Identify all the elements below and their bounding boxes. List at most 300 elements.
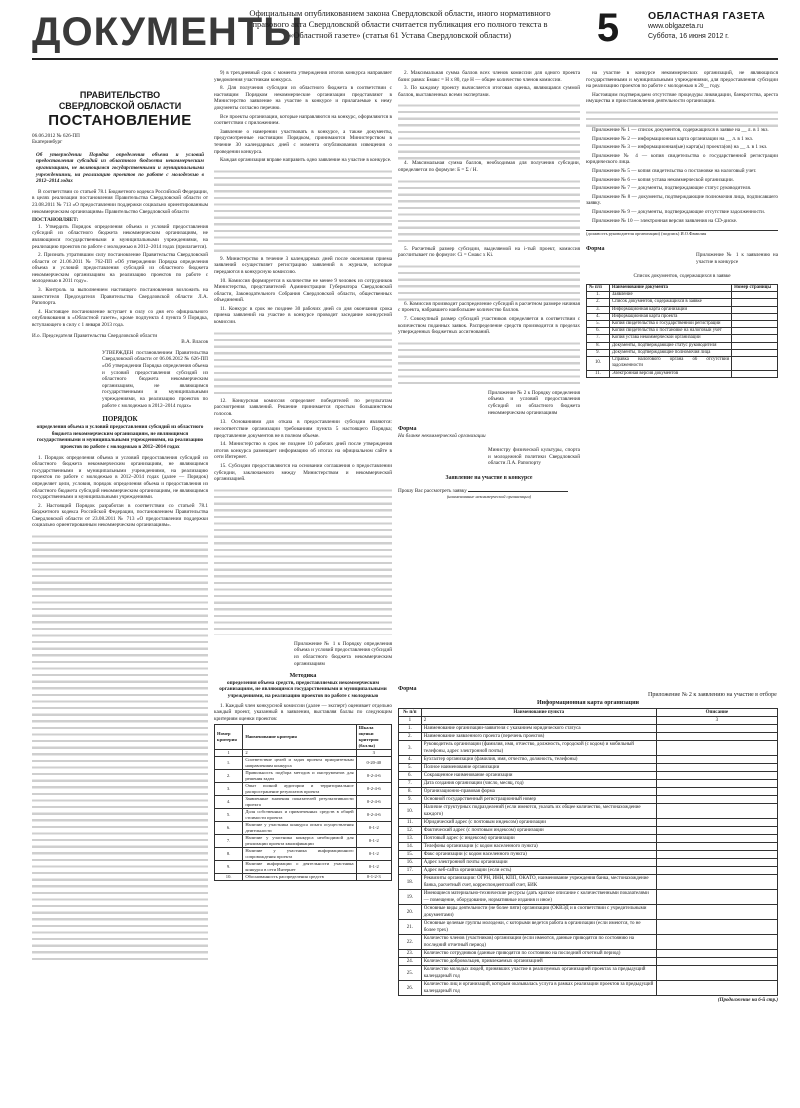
table-row [399,764,778,772]
table-cell [732,292,778,299]
table-cell: Справка налогового органа об отсутствии задолженности [609,357,731,370]
table-cell: 21. [399,920,422,935]
doc-city: Екатеринбург [32,139,63,146]
table-row [587,357,778,370]
table-cell: Соответствие целей и задач проекта приоритетным направлениям конкурса [243,757,356,770]
table-cell: 3. [587,306,610,313]
table-cell: 0-1-2 [356,848,391,861]
table-cell [732,342,778,349]
table-cell: Опыт полной аудитории и территориальное распространение результатов проекта [243,783,356,796]
table-cell [656,950,777,958]
table-row [587,292,778,299]
attachment-item: Приложение № 8 — документы, подтверждающие полномочия лица, подписавшего заявку. [586,193,778,207]
table-row [399,867,778,875]
table-cell: 3. [215,783,243,796]
table-cell: 8. [215,848,243,861]
table-cell [656,935,777,950]
page-number: 5 [596,6,620,50]
table-cell: Количество сотрудников (данные приводятся по состоянию на последний отчетный период) [421,950,656,958]
table-row [587,335,778,342]
table-row [399,920,778,935]
table-cell: Информационная карта организации [609,306,731,313]
table-header: № п/п [399,709,422,717]
table-cell [656,981,777,996]
doc-number: 06.06.2012 № 626-ПП [32,132,80,139]
paragraph: В соответствии со статьей 78.1 Бюджетного кодекса Российской Федерации, в целях реализации постановления Правительства Свердловской области от 23.08.2011 № 713 «О предоставлении поддержки социально ориентированным некоммерческим организациям» Правительство Свердловской области [32,188,208,215]
gov-line-1: ПРАВИТЕЛЬСТВО [79,90,161,100]
table-row [215,750,392,757]
table-cell: 8. [587,342,610,349]
table-cell [732,299,778,306]
paragraph: 3. По каждому проекту вычисляется итоговая оценка, являющаяся суммой баллов, выставленных всеми экспертами. [398,85,580,98]
table-row [399,851,778,859]
table-row [587,299,778,306]
table-cell: 25. [399,966,422,981]
table-header: Шкала оценки критерия (баллы) [356,725,391,750]
table-row [399,859,778,867]
paragraph: 7. Совокупный размер субсидий участников определяется в соответствии с количеством поданных заявок. Распределение средств производится в пределах утвержденных бюджетных ассигнований. [398,315,580,336]
table-cell: 9. [587,349,610,356]
table-cell: 1 [215,750,243,757]
table-cell: Количество молодых людей, принявших участие в реализуемых организацией проектах за предыдущий календарный год [421,966,656,981]
table-cell: Количество лиц и организаций, которым оказывалась услуга в рамках реализации проектов за предыдущий календарный год [421,981,656,996]
table-cell: 0-20-40 [356,757,391,770]
table-row [399,819,778,827]
column-4 [586,70,778,378]
table-cell: 1. [215,757,243,770]
table-cell: Юридический адрес (с почтовым индексом) организации [421,819,656,827]
table-cell: Наличие информации о деятельности участника конкурса в сети Интернет [243,861,356,874]
paragraph: 2. Максимальная сумма баллов всех членов комиссии для одного проекта базис равна: Бмакс = Н х 80, где Н — общее количество членов комиссии. [398,70,580,83]
table-cell: 0-2-4-6 [356,796,391,809]
table-cell: Копия свидетельства о постановке на налоговый учет [609,328,731,335]
text-block-placeholder [586,107,778,127]
table-row [215,809,392,822]
table-cell: 20. [399,905,422,920]
column-1 [32,70,208,961]
table-cell: 4. [215,796,243,809]
paragraph: 2. Признать утратившим силу постановление Правительства Свердловской области от 21.06.2011 № 762-ПП «Об утверждении Порядка определения объема и условий предоставления субсидий из областного бюджета некоммерческим организациям на реализацию проектов по работе с молодежью в 2011 году». [32,252,208,285]
form-label: Форма [398,426,417,433]
paragraph: 2. Настоящий Порядок разработан в соответствии со статьей 78.1 Бюджетного кодекса Российской Федерации, постановлением Правительства Свердловской области от 23.08.2011 № 713 «О предоставлении поддержки социально ориентированным некоммерческим организациям». [32,502,208,529]
table-cell: 10. [587,357,610,370]
table-cell [656,905,777,920]
table-cell: Информационная карта проекта [609,313,731,320]
table-cell [656,966,777,981]
addressee: Министру физической культуры, спорта и молодежной политики Свердловской области Л.А. Рапопорту [488,447,580,467]
table-cell [656,851,777,859]
doc-subject: Об утверждении Порядка определения объема и условий предоставления субсидий из областного бюджета некоммерческим организациям, не являющимся государственными и муниципальными учреждениями, на реализацию проектов по работе с молодежью в 2012–2014 годах [36,151,204,185]
table-row [587,342,778,349]
form-label: Форма [398,686,417,692]
table-cell: Заявление [609,292,731,299]
table-cell [656,764,777,772]
table-header: Описание [656,709,777,717]
table-cell: Основной государственный регистрационный номер [421,796,656,804]
table-cell: 22. [399,935,422,950]
table-row [587,370,778,377]
table-cell: 2 [421,717,656,725]
table-cell [656,958,777,966]
table-row [399,966,778,981]
table-cell: 2. [399,733,422,741]
table-cell: 15. [399,851,422,859]
documents-table [586,284,778,378]
continued-note: (Продолжение на 6-й стр.) [717,998,778,1003]
table-cell: Правильность подбора методов и инструментов для решения задач [243,770,356,783]
table-cell: 1 [399,717,422,725]
table-cell: Имеющиеся материально-технические ресурсы (дать краткое описание с количественными показателями — помещение, оборудование, нормативные издания и иное) [421,890,656,905]
table-row [399,772,778,780]
table-cell: 11. [399,819,422,827]
table-row [399,843,778,851]
attachment-item: Приложение № 6 — копия устава некоммерческой организации. [592,176,734,183]
attachment-item: Приложение № 7 — документы, подтверждающие статус руководителя. [592,185,752,192]
paragraph: 4. Максимальная сумма баллов, необходимая для получения субсидии, определяется по формуле: Б = Σ / Н. [398,160,580,173]
table-cell [656,796,777,804]
paragraph: Заявление о намерении участвовать в конкурсе, а также документы, предусмотренные настоящим Порядком, принимаются Министерством в течение 30 календарных дней с момента опубликования извещения о проведении конкурса. [214,128,392,155]
application-title: Заявление на участие в конкурсе [445,475,533,482]
approval-stamp: УТВЕРЖДЕН постановлением Правительства Свердловской области от 06.06.2012 № 626-ПП «Об утверждении Порядка определения объема и условий предоставления субсидий из областного бюджета некоммерческим организациям, не являющимся государственными и муниципальными учреждениями, на реализацию проектов по работе с молодежью в 2012–2014 годах» [102,349,208,409]
table-cell [656,843,777,851]
column-2 [214,70,392,881]
table-cell: 19. [399,890,422,905]
paragraph: 9) в трехдневный срок с момента утверждения итогов конкурса направляет уведомления участникам конкурса. [214,70,392,83]
attachment-item: Приложение № 10 — электронная версия заявления на CD-диске. [592,217,738,224]
table-cell: Сокращенное наименование организации [421,772,656,780]
table-cell [732,335,778,342]
table-cell: 6. [587,328,610,335]
column-3 [398,70,580,501]
table-row [399,875,778,890]
method-title: Методика [289,673,317,680]
table-cell: 16. [399,859,422,867]
method-subtitle: определения объема средств, предоставляемых некоммерческим организациям, не являющимся государственными и муниципальными учреждениями, на реализацию проектов по работе с молодежью [219,679,387,699]
table-cell [656,780,777,788]
info-card-title: Информационная карта организации [536,700,640,706]
newspaper-website[interactable]: www.oblgazeta.ru [648,23,704,30]
table-cell: 0-2-4-6 [356,809,391,822]
table-cell: 4. [587,313,610,320]
table-cell: 1. [399,725,422,733]
table-cell [656,920,777,935]
table-cell: Наименование заявленного проекта (перечень проектов) [421,733,656,741]
table-header: № п/п [587,285,610,292]
table-row [215,757,392,770]
criteria-table [214,724,392,881]
table-row [399,780,778,788]
table-row [399,950,778,958]
table-cell [656,835,777,843]
table-cell: 0-1-2 [356,822,391,835]
table-cell: 12. [399,827,422,835]
table-cell: 24. [399,958,422,966]
table-cell: Адрес электронной почты организации [421,859,656,867]
table-cell: 26. [399,981,422,996]
attachment-item: Приложение № 2 — информационная карта организации на __ л. в 1 экз. [592,135,754,142]
attachment-list [586,127,778,224]
table-cell [732,313,778,320]
table-row [215,796,392,809]
table-cell: 0-2-4-6 [356,783,391,796]
signer-title: И.о. Председателя Правительства Свердловской области [32,332,158,339]
table-cell [732,306,778,313]
table-cell: Наименование организации-заявителя с указанием юридического статуса [421,725,656,733]
table-cell: 1. [587,292,610,299]
table-row [399,804,778,819]
table-cell: Основные виды деятельности (не более пяти) организации (ОКВЭД и в соответствии с учредительными документами) [421,905,656,920]
text-block-placeholder [398,100,580,160]
table-header: Номер страницы [732,285,778,292]
table-cell: 2. [215,770,243,783]
gov-heading [32,90,208,112]
publication-notice: Официальным опубликованием закона Свердловской области, иного нормативного правового акта Свердловской области считается публикация его полного текста в «Областной газете» (статья 61 Устава Свердловской области) [249,8,551,40]
table-cell: 18. [399,875,422,890]
table-cell: Факс организации (с кодом населенного пункта) [421,851,656,859]
table-row [399,796,778,804]
issue-date: Суббота, 16 июня 2012 г. [648,33,729,40]
table-row [399,981,778,996]
table-cell: 5. [215,809,243,822]
ask-label: Прошу Вас рассмотреть заявку [398,487,467,494]
table-cell: Доля собственных и привлеченных средств в общей стоимости проекта [243,809,356,822]
field-note: (наименование некоммерческой организации) [446,494,532,500]
table-row [215,861,392,874]
table-row [587,321,778,328]
text-block-placeholder [214,166,392,256]
table-cell [656,867,777,875]
paragraph: Настоящим подтверждаем отсутствие процедуры ликвидации, банкротства, ареста имущества и приостановления деятельности организации. [586,91,778,105]
table-cell: 13. [399,835,422,843]
table-cell: Основные целевые группы молодежи, с которыми ведется работа в организации (если имеются, то не более трех) [421,920,656,935]
table-row [587,313,778,320]
paragraph: 1. Каждый член конкурсной комиссии (далее — эксперт) оценивает отдельно каждый проект, указанный в заявлении, выставляя баллы по следующим критериям оценки проектов: [214,702,392,722]
table-row [399,890,778,905]
table-row [399,935,778,950]
table-cell: 10. [215,874,243,881]
text-block-placeholder [398,338,580,384]
table-cell: 9. [399,796,422,804]
table-row [399,717,778,725]
signer-name: В.А. Власов [181,339,208,346]
decree-word: ПОСТАНОВЛЯЕТ: [32,217,79,224]
section-title: ПОРЯДОК [102,415,138,424]
doc-list-title: Список документов, содержащихся в заявке [633,273,731,280]
table-cell: Копия устава некоммерческой организации [609,335,731,342]
table-row [399,725,778,733]
table-cell [656,772,777,780]
table-cell: 7. [587,335,610,342]
application-line [398,486,580,495]
table-cell: 23. [399,950,422,958]
table-row [587,328,778,335]
signature-line: (должность руководителя организации) (подпись) И.О.Фамилия [586,230,778,238]
table-cell [656,788,777,796]
table-cell: 14. [399,843,422,851]
table-cell [732,370,778,377]
table-cell: 9. [215,861,243,874]
info-card-section [398,686,778,1003]
table-cell: 6. [399,772,422,780]
paragraph: 9. Министерство в течение 3 календарных дней после окончания приема заявлений осуществляет регистрацию заявлений в журнале, которые передаются в конкурсную комиссию. [214,255,392,275]
table-cell [732,321,778,328]
annex-reference: Приложение № 1 к Порядку определения объема и условий предоставления субсидий из областного бюджета некоммерческим организациям [294,640,392,667]
form-label: Форма [586,245,605,252]
table-cell: Почтовый адрес (с индексом) организации [421,835,656,843]
table-cell: 8. [399,788,422,796]
attachment-item: Приложение № 3 — информационная(ые) карта(ы) проекта(ов) на __ л. в 1 экз. [592,144,768,151]
paragraph: 13. Основаниями для отказа в предоставлении субсидии являются: несоответствие организации требованиям пункта 5 настоящего Порядка; представление документов не в полном объеме. [214,419,392,439]
paragraph: 1. Утвердить Порядок определения объема и условий предоставления субсидий из областного бюджета некоммерческим организациям, не являющимся государственными и муниципальными учреждениями, на реализацию проектов по работе с молодежью в 2012–2014 годах (прилагается). [32,223,208,250]
table-cell [656,741,777,756]
annex-reference: Приложение № 2 к заявлению на участие в отборе [648,692,777,698]
text-block-placeholder [398,261,580,301]
table-cell: Бухгалтер организации (фамилия, имя, отчество, должность, телефоны) [421,756,656,764]
text-block-placeholder [214,485,392,635]
paragraph: 6. Комиссия производит распределение субсидий в расчетном размере начиная с проекта, набравшего наибольшее количество баллов. [398,300,580,314]
form-subtitle: На бланке некоммерческой организации [398,432,486,439]
table-cell [656,827,777,835]
signature-block [32,333,208,346]
table-cell: 0-2-4-6 [356,770,391,783]
table-cell [732,328,778,335]
table-row [587,306,778,313]
attachment-item: Приложение № 1 — список документов, содержащихся в заявке на __ л. в 1 экз. [592,126,769,133]
paragraph: 8. Для получения субсидии из областного бюджета в соответствии с настоящим Порядком некоммерческие организации представляют в Министерство заявление на участие в конкурсе и прилагаемые к нему документы согласно перечню. [214,85,392,111]
table-cell: Наличие у участника конкурса необходимой для реализации проекта квалификации [243,835,356,848]
table-cell [656,804,777,819]
table-cell: Полное наименование организации [421,764,656,772]
table-cell: Фактический адрес (с почтовым индексом) организации [421,827,656,835]
table-cell: 3. [399,741,422,756]
table-header: Номер критерия [215,725,243,750]
table-cell [656,725,777,733]
table-cell: Наличие у участника информационного сопровождения проекта [243,848,356,861]
table-cell [656,859,777,867]
section-title: ДОКУМЕНТЫ [32,10,304,54]
table-cell: 0-1-2 [356,861,391,874]
text-block-placeholder [398,176,580,246]
table-cell: 2. [587,299,610,306]
table-header: Наименование документа [609,285,731,292]
table-cell [656,819,777,827]
table-cell: Количество членов (участников) организации (если имеются, данные приводятся по состоянию на последний отчетный период) [421,935,656,950]
table-cell: Телефоны организации (с кодом населенного пункта) [421,843,656,851]
table-cell: 0-1-2-3 [356,874,391,881]
paragraph: 15. Субсидии предоставляются на основании соглашения о предоставлении субсидии, заключаемого между Министерством и некоммерческой организацией. [214,463,392,483]
gov-line-2: СВЕРДЛОВСКОЙ ОБЛАСТИ [58,101,182,111]
table-cell [656,756,777,764]
paragraph: Каждая организация вправе направить одно заявление на участие в конкурсе. [220,157,392,164]
table-header: Наименование критерия [243,725,356,750]
section-subtitle: определения объема и условий предоставления субсидий из областного бюджета некоммерческим организациям, не являющимся государственными и муниципальными учреждениями, на реализацию проектов по работе с молодежью в 2012–2014 годах [36,424,204,450]
table-row [399,741,778,756]
annex-reference: Приложение № 2 к Порядку определения объема и условий предоставления субсидий из областного бюджета некоммерческим организациям [488,389,580,416]
doc-type: ПОСТАНОВЛЕНИЕ [48,112,192,129]
table-row [399,827,778,835]
table-cell: 7. [399,780,422,788]
table-cell: Наличие структурных подразделений (если имеются, указать их общее количество, местонахождение каждого) [421,804,656,819]
newspaper-name: ОБЛАСТНАЯ ГАЗЕТА [648,10,766,22]
table-row [215,783,392,796]
table-row [215,848,392,861]
table-cell: 5. [587,321,610,328]
table-cell [732,357,778,370]
table-cell [732,349,778,356]
table-cell: Список документов, содержащихся в заявке [609,299,731,306]
table-row [399,835,778,843]
table-cell [656,890,777,905]
table-cell: Обоснованность распределения средств [243,874,356,881]
table-row [399,788,778,796]
table-row [215,822,392,835]
org-name-field[interactable] [468,486,568,492]
text-block-placeholder [214,328,392,398]
table-row [399,733,778,741]
table-row [399,958,778,966]
table-row [215,770,392,783]
table-row [215,874,392,881]
paragraph: 11. Конкурс в срок не позднее 30 рабочих дней со дня окончания срока приема заявлений на участие в конкурсе проводит заседание конкурсной комиссии. [214,305,392,326]
table-header: Наименование пункта [421,709,656,717]
text-block-placeholder [32,531,208,961]
table-row [399,905,778,920]
table-cell: 2 [243,750,356,757]
table-cell: Руководитель организации (фамилия, имя, отчество, должность, городской (с кодом) и мобильный телефоны, адрес электронной почты) [421,741,656,756]
table-row [587,349,778,356]
paragraph: 10. Комиссия формируется в количестве не менее 9 человек из сотрудников Министерства, представителей Администрации Губернатора Свердловской области, Законодательного Собрания Свердловской области, общественных объединений. [214,277,392,304]
paragraph: 12. Конкурсная комиссия определяет победителей по результатам рассмотрения заявлений. Решение принимается простым большинством голосов. [214,397,392,417]
attachment-item: Приложение № 9 — документы, подтверждающие отсутствие задолженности. [592,208,766,215]
table-cell: 3 [356,750,391,757]
table-cell: 3 [656,717,777,725]
table-cell: 17. [399,867,422,875]
table-cell: Копия свидетельства о государственной регистрации [609,321,731,328]
table-cell [656,733,777,741]
table-cell: Дата создания организации (число, месяц, год) [421,780,656,788]
table-row [215,835,392,848]
table-row [399,756,778,764]
table-cell: 7. [215,835,243,848]
table-cell: 10. [399,804,422,819]
table-cell: Реквизиты организации: ОГРН, ИНН, КПП, ОКАТО, наименование учреждения банка, местонахождение банка, расчетный счет, корреспондентский счет, БИК [421,875,656,890]
table-cell: Наличие у участника конкурса опыта осуществления деятельности [243,822,356,835]
table-cell: Количество добровольцев, привлекаемых организацией [421,958,656,966]
table-cell: Заявленные значения показателей результативности проекта [243,796,356,809]
newspaper-block [648,10,778,42]
paragraph: 5. Расчетный размер субсидии, выделяемой на i-тый проект, комиссия рассчитывает по формуле: Ci = Смакс x Ki. [398,245,580,259]
table-cell: 6. [215,822,243,835]
paragraph: Все проекты организации, которые направляются на конкурс, оформляются в соответствии с приложением. [214,113,392,127]
paragraph: 4. Настоящее постановление вступает в силу со дня его официального опубликования в «Областной газете», кроме подпункта 4 пункта 9 Порядка, вступающего в силу с 1 января 2013 года. [32,308,208,329]
attachment-item: Приложение № 4 — копия свидетельства о государственной регистрации юридического лица. [586,152,778,166]
paragraph: 14. Министерство в срок не позднее 10 рабочих дней после утверждения итогов конкурса размещает информацию об итогах на официальном сайте в сети Интернет. [214,441,392,461]
table-cell: Документы, подтверждающие статус руководителя [609,342,731,349]
table-cell: Организационно-правовая форма [421,788,656,796]
info-card-table [398,708,778,996]
table-cell [656,875,777,890]
table-cell: 4. [399,756,422,764]
table-cell: 11. [587,370,610,377]
masthead-divider [32,58,778,60]
annex-reference: Приложение № 1 к заявлению на участие в конкурсе [696,252,778,265]
table-cell: 0-1-2 [356,835,391,848]
paragraph: 1. Порядок определения объема и условий предоставления субсидий из областного бюджета некоммерческим организациям, не являющимся государственными и муниципальными учреждениями, на реализацию проектов по работе с молодежью в 2012–2014 годах (далее — Порядок) определяет цели, условия, порядок определения объема и предоставления из областного бюджета субсидий некоммерческим организациям, не являющимся государственными и муниципальными учреждениями. [32,454,208,501]
attachment-item: Приложение № 5 — копия свидетельства о постановке на налоговый учет. [592,167,757,174]
table-cell: Адрес веб-сайта организации (если есть) [421,867,656,875]
paragraph: 3. Контроль за выполнением настоящего постановления возложить на заместителя Председателя Правительства Свердловской области Л.А. Рапопорта. [32,287,208,307]
table-cell: Документы, подтверждающие полномочия лица [609,349,731,356]
